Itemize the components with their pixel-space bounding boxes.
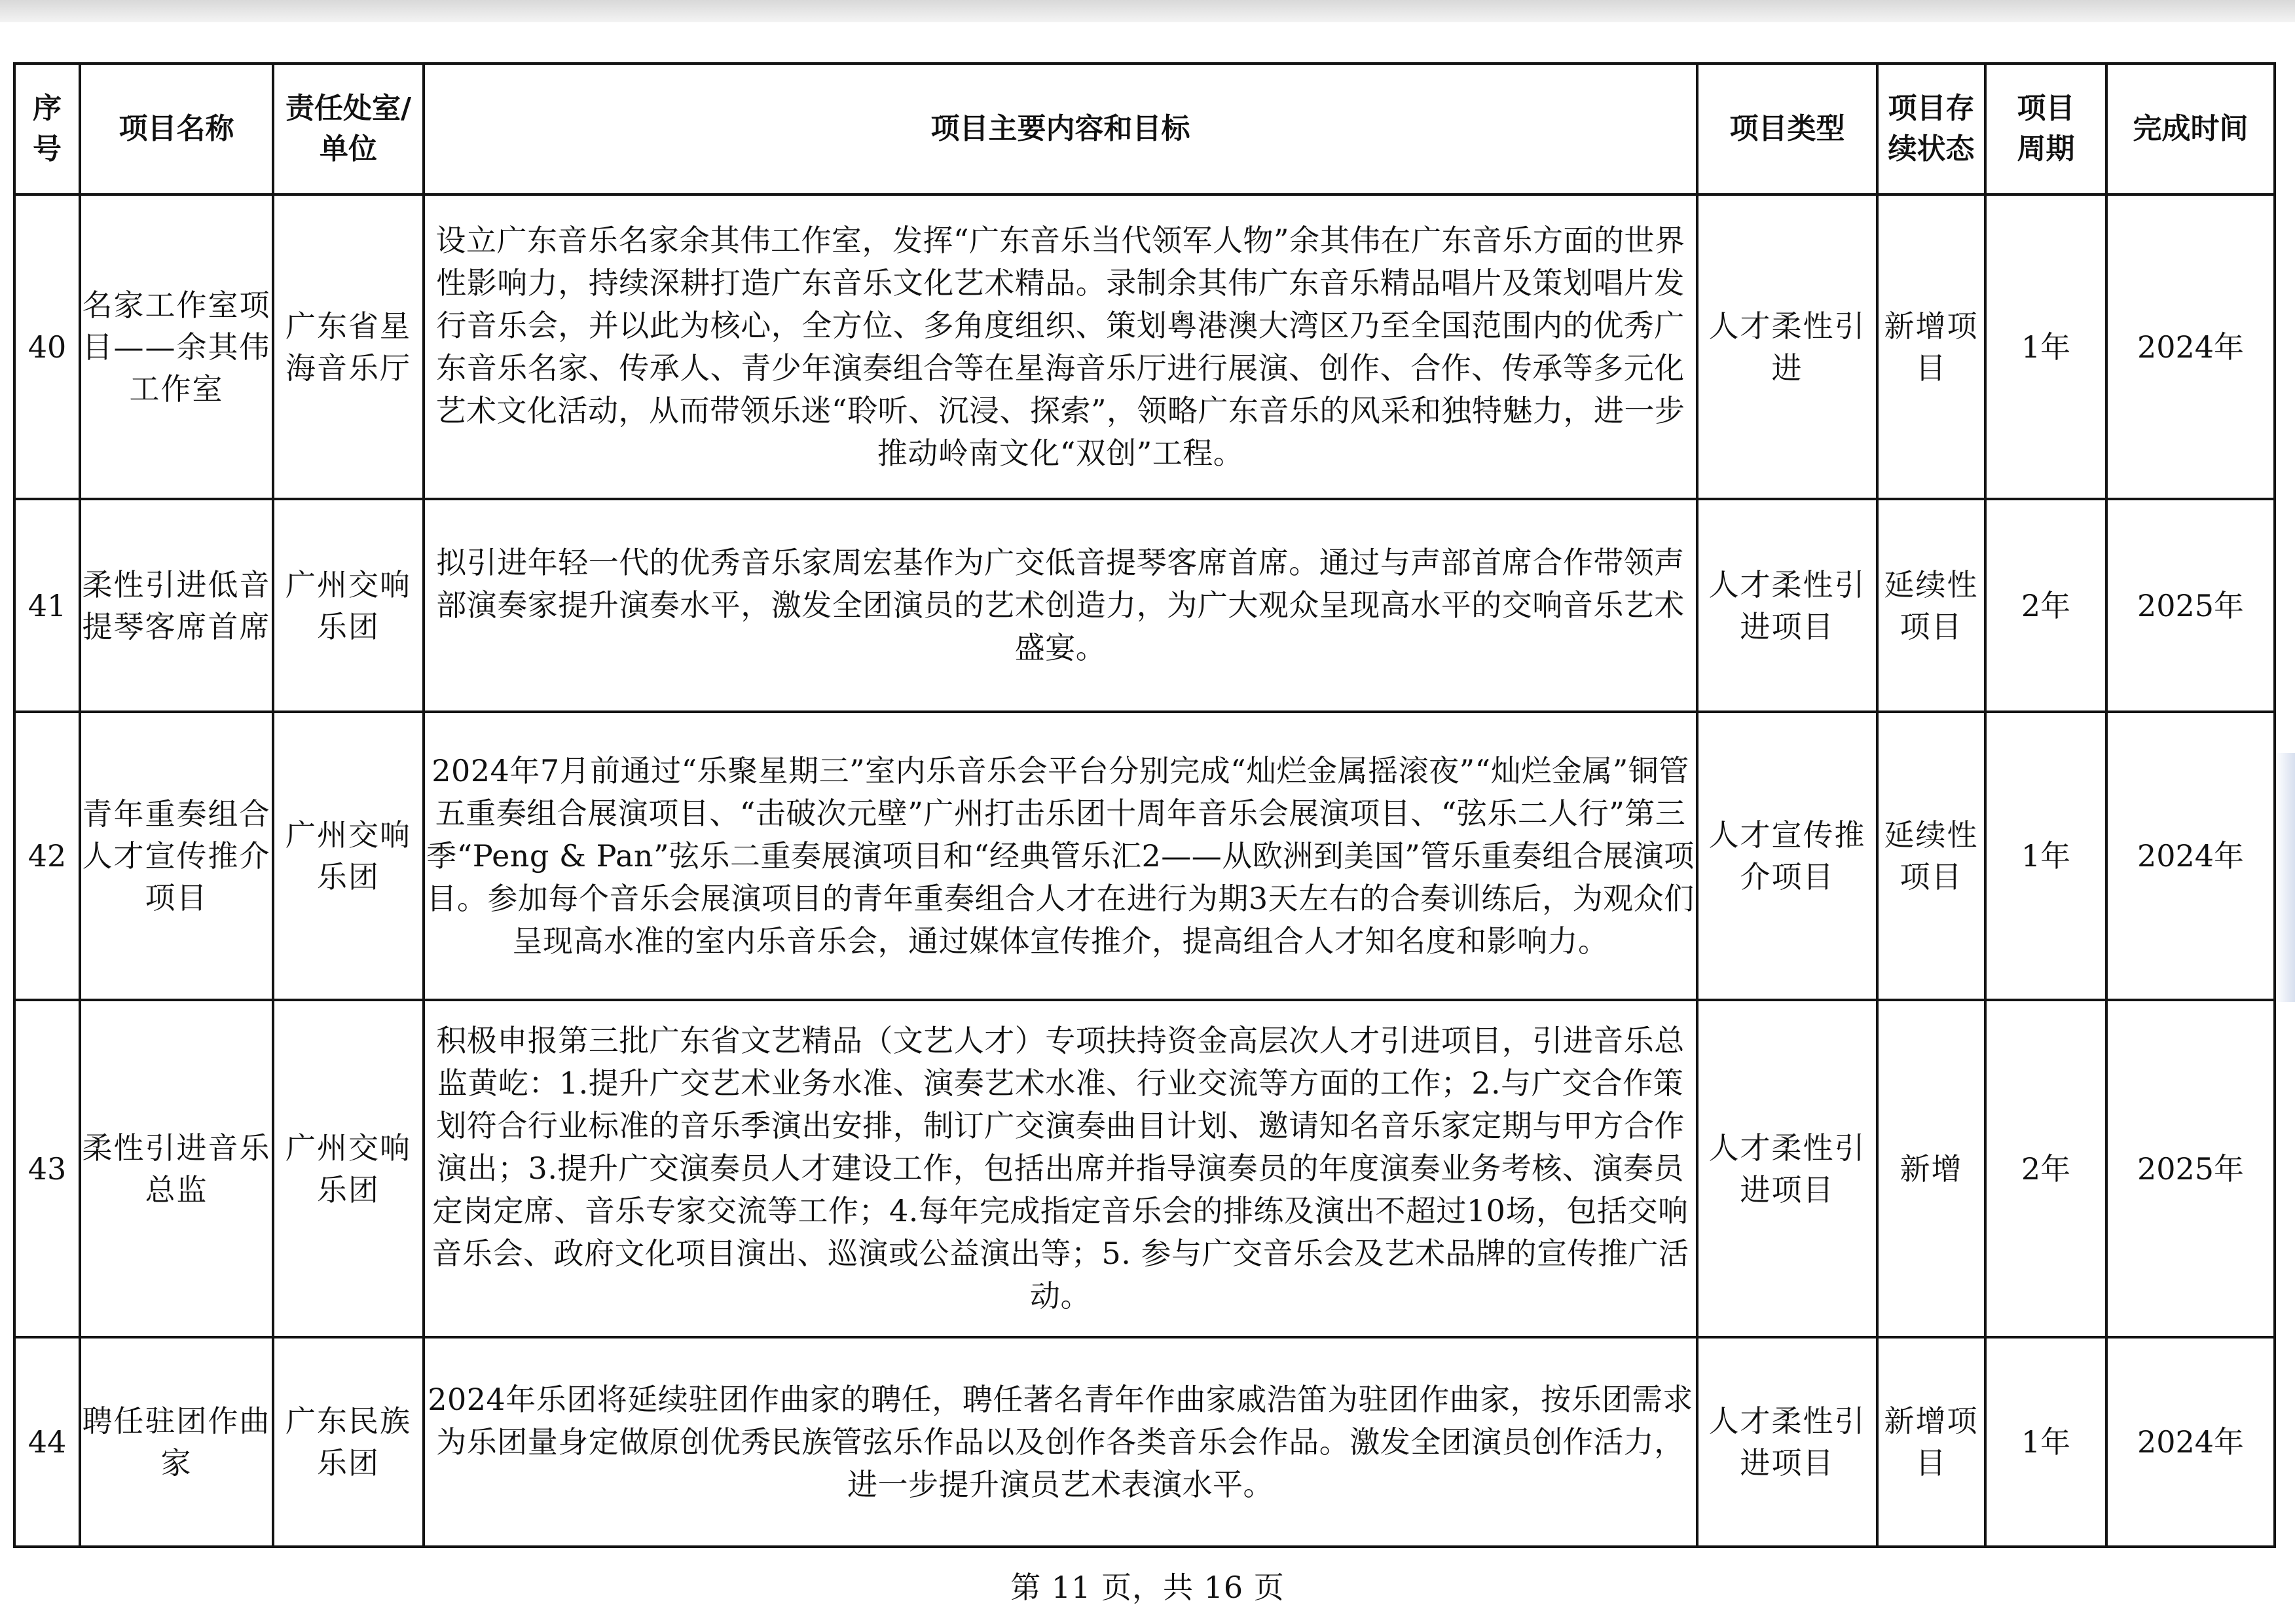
row-index: 43 — [14, 1000, 80, 1337]
project-status: 新增项目 — [1877, 1337, 1985, 1547]
project-type: 人才柔性引进 — [1697, 194, 1877, 499]
project-name: 柔性引进低音提琴客席首席 — [80, 499, 273, 712]
project-name: 柔性引进音乐总监 — [80, 1000, 273, 1337]
project-cycle: 2年 — [1985, 499, 2106, 712]
responsible-unit: 广州交响乐团 — [273, 1000, 424, 1337]
row-index: 44 — [14, 1337, 80, 1547]
completion-time: 2025年 — [2106, 1000, 2275, 1337]
header-cycle: 项目周期 — [1985, 64, 2106, 194]
project-content: 2024年7月前通过“乐聚星期三”室内乐音乐会平台分别完成“灿烂金属摇滚夜”“灿烂金属”铜管五重奏组合展演项目、“击破次元壁”广州打击乐团十周年音乐会展演项目、“弦乐二人行”第三季“Peng & Pan”弦乐二重奏展演项目和“经典管乐汇2——从欧洲到美国”管乐重奏组合展演项目。参加每个音乐会展演项目的青年重奏组合人才在进行为期3天左右的合奏训练后，为观众们呈现高水准的室内乐音乐会，通过媒体宣传推介，提高组合人才知名度和影响力。 — [424, 712, 1697, 1000]
responsible-unit: 广州交响乐团 — [273, 499, 424, 712]
row-index: 41 — [14, 499, 80, 712]
table-row — [14, 1000, 2275, 1337]
project-name: 聘任驻团作曲家 — [80, 1337, 273, 1547]
project-type: 人才柔性引进项目 — [1697, 499, 1877, 712]
completion-time: 2024年 — [2106, 1337, 2275, 1547]
table-header-row — [14, 64, 2275, 194]
scan-artifact — [2275, 753, 2295, 1002]
completion-time: 2025年 — [2106, 499, 2275, 712]
project-content: 拟引进年轻一代的优秀音乐家周宏基作为广交低音提琴客席首席。通过与声部首席合作带领声部演奏家提升演奏水平，激发全团演员的艺术创造力，为广大观众呈现高水平的交响音乐艺术盛宴。 — [424, 499, 1697, 712]
table-row — [14, 1337, 2275, 1547]
header-name: 项目名称 — [80, 64, 273, 194]
project-cycle: 1年 — [1985, 712, 2106, 1000]
header-completion: 完成时间 — [2106, 64, 2275, 194]
project-status: 延续性项目 — [1877, 712, 1985, 1000]
project-name: 青年重奏组合人才宣传推介项目 — [80, 712, 273, 1000]
project-cycle: 1年 — [1985, 1337, 2106, 1547]
project-cycle: 1年 — [1985, 194, 2106, 499]
completion-time: 2024年 — [2106, 194, 2275, 499]
header-content: 项目主要内容和目标 — [424, 64, 1697, 194]
responsible-unit: 广东民族乐团 — [273, 1337, 424, 1547]
completion-time: 2024年 — [2106, 712, 2275, 1000]
project-content: 积极申报第三批广东省文艺精品（文艺人才）专项扶持资金高层次人才引进项目，引进音乐总监黄屹：1.提升广交艺术业务水准、演奏艺术水准、行业交流等方面的工作；2.与广交合作策划符合行业标准的音乐季演出安排，制订广交演奏曲目计划、邀请知名音乐家定期与甲方合作演出；3.提升广交演奏员人才建设工作，包括出席并指导演奏员的年度演奏业务考核、演奏员定岗定席、音乐专家交流等工作；4.每年完成指定音乐会的排练及演出不超过10场，包括交响音乐会、政府文化项目演出、巡演或公益演出等；5. 参与广交音乐会及艺术品牌的宣传推广活动。 — [424, 1000, 1697, 1337]
header-status: 项目存续状态 — [1877, 64, 1985, 194]
table-row — [14, 194, 2275, 499]
responsible-unit: 广东省星海音乐厅 — [273, 194, 424, 499]
project-status: 延续性项目 — [1877, 499, 1985, 712]
project-table — [13, 62, 2276, 1548]
project-cycle: 2年 — [1985, 1000, 2106, 1337]
header-type: 项目类型 — [1697, 64, 1877, 194]
project-content: 设立广东音乐名家余其伟工作室，发挥“广东音乐当代领军人物”余其伟在广东音乐方面的世界性影响力，持续深耕打造广东音乐文化艺术精品。录制余其伟广东音乐精品唱片及策划唱片发行音乐会，并以此为核心，全方位、多角度组织、策划粤港澳大湾区乃至全国范围内的优秀广东音乐名家、传承人、青少年演奏组合等在星海音乐厅进行展演、创作、合作、传承等多元化艺术文化活动，从而带领乐迷“聆听、沉浸、探索”，领略广东音乐的风采和独特魅力，进一步推动岭南文化“双创”工程。 — [424, 194, 1697, 499]
table-row — [14, 499, 2275, 712]
row-index: 40 — [14, 194, 80, 499]
project-type: 人才宣传推介项目 — [1697, 712, 1877, 1000]
table-row — [14, 712, 2275, 1000]
page-indicator: 第 11 页，共 16 页 — [1010, 1570, 1285, 1605]
project-content: 2024年乐团将延续驻团作曲家的聘任，聘任著名青年作曲家戚浩笛为驻团作曲家，按乐团需求为乐团量身定做原创优秀民族管弦乐作品以及创作各类音乐会作品。激发全团演员创作活力，进一步提升演员艺术表演水平。 — [424, 1337, 1697, 1547]
project-name: 名家工作室项目——余其伟工作室 — [80, 194, 273, 499]
row-index: 42 — [14, 712, 80, 1000]
responsible-unit: 广州交响乐团 — [273, 712, 424, 1000]
project-type: 人才柔性引进项目 — [1697, 1337, 1877, 1547]
project-status: 新增项目 — [1877, 194, 1985, 499]
project-type: 人才柔性引进项目 — [1697, 1000, 1877, 1337]
header-unit: 责任处室/单位 — [273, 64, 424, 194]
scan-top-edge — [0, 0, 2295, 22]
project-status: 新增 — [1877, 1000, 1985, 1337]
header-index: 序号 — [14, 64, 80, 194]
